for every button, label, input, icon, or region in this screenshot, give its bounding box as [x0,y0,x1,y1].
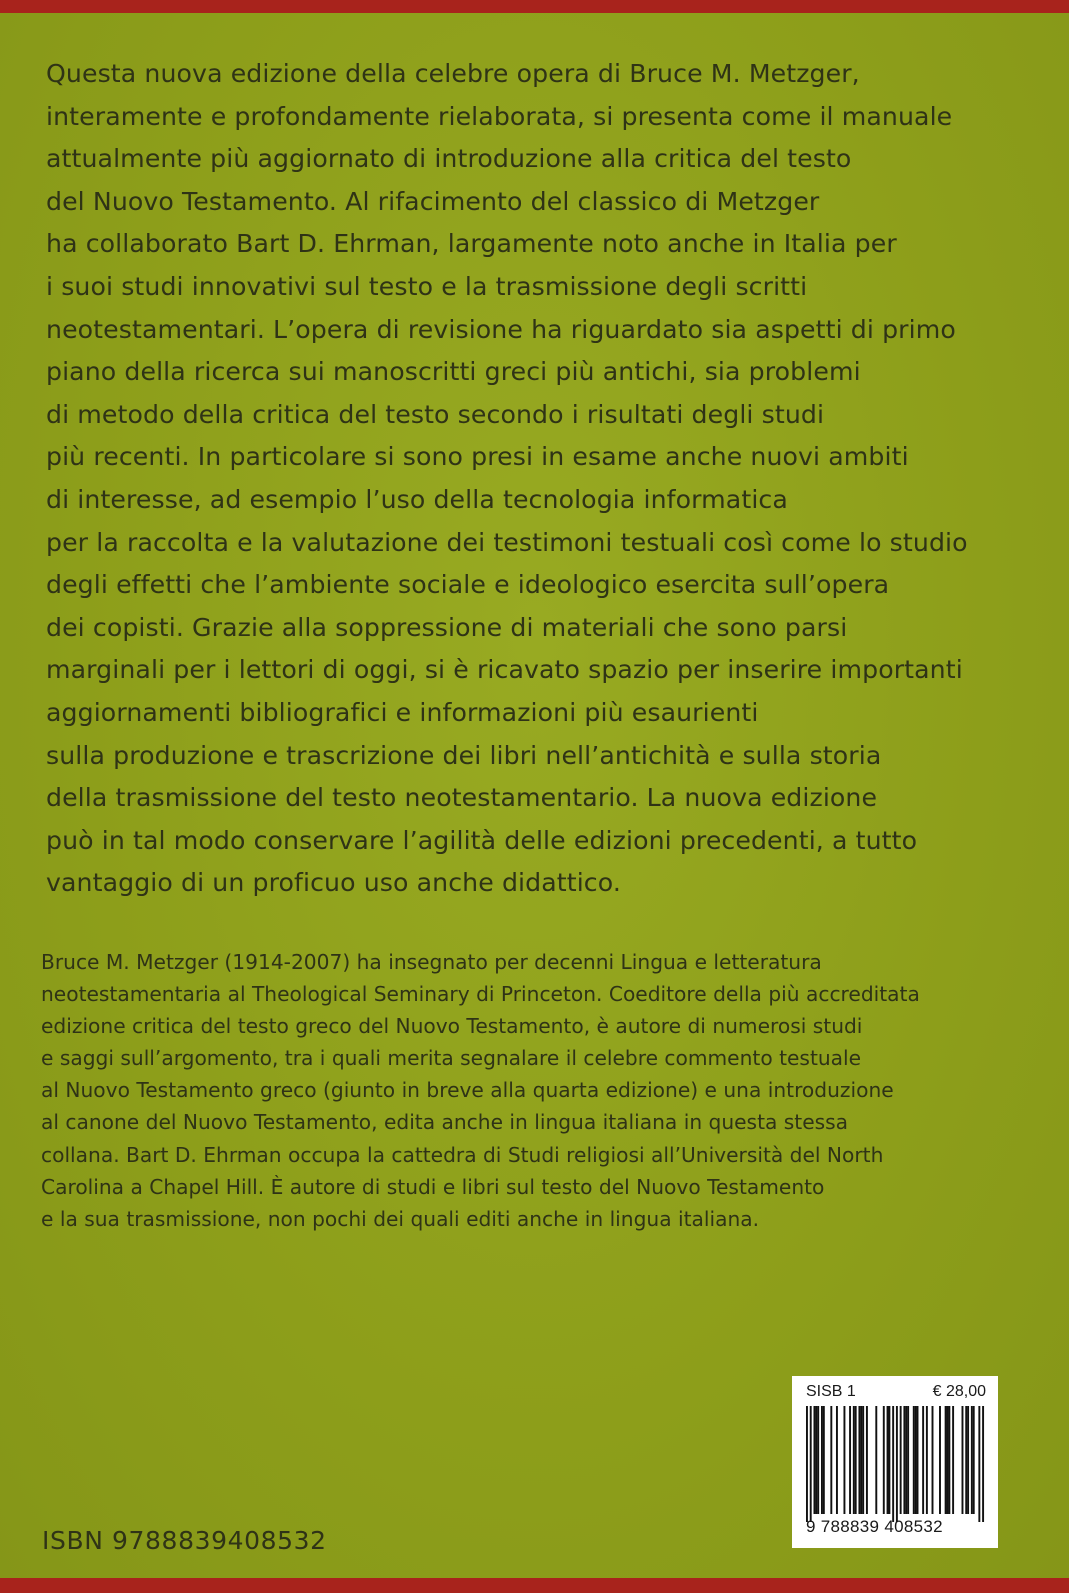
barcode-bar [915,1406,917,1514]
blurb-line: neotestamentari. L’opera di revisione ha riguardato sia aspetti di primo [46,314,956,344]
back-cover [0,13,1069,1578]
barcode-bar [849,1406,851,1514]
bio-line: e la sua trasmissione, non pochi dei quali editi anche in lingua italiana. [41,1206,760,1231]
blurb-line: interamente e profondamente rielaborata, si presenta come il manuale [46,101,953,131]
barcode-bar [900,1406,902,1514]
barcode-bar [896,1406,898,1522]
barcode-bar [858,1406,860,1514]
bio-line: collana. Bart D. Ehrman occupa la cattedra di Studi religiosi all’Università del North [41,1142,884,1167]
blurb-line: della trasmissione del testo neotestamentario. La nuova edizione [46,783,878,813]
barcode-bar [978,1406,980,1522]
blurb-line: per la raccolta e la valutazione dei testimoni testuali così come lo studio [46,527,968,557]
blurb-line: più recenti. In particolare si sono presi in esame anche nuovi ambiti [46,442,909,472]
barcode-bar [973,1406,975,1514]
barcode-bar [939,1406,941,1514]
barcode-label [792,1376,998,1548]
barcode-bar [806,1406,808,1522]
blurb-line: i suoi studi innovativi sul testo e la trasmissione degli scritti [46,271,808,301]
blurb-line: aggiornamenti bibliografici e informazioni più esaurienti [46,697,759,727]
barcode-bar [971,1406,973,1514]
barcode-bar [883,1406,885,1514]
bio-line: Bruce M. Metzger (1914-2007) ha insegnato per decenni Lingua e letteratura [41,950,822,974]
barcode-bar [926,1406,928,1514]
barcode-bar [905,1406,907,1514]
barcode-bars [806,1406,984,1514]
barcode-bar [913,1406,915,1514]
price: € 28,00 [932,1383,986,1400]
blurb-line: Questa nuova edizione della celebre opera di Bruce M. Metzger, [46,59,860,88]
blurb-line: attualmente più aggiornato di introduzione alla critica del testo [46,144,852,174]
barcode-bar [888,1406,890,1514]
bio-line: edizione critica del testo greco del Nuovo Testamento, è autore di numerosi studi [41,1014,863,1039]
barcode-bar [962,1406,964,1514]
barcode-bar [855,1406,857,1514]
cover-blurb [46,53,1046,905]
bio-line: al Nuovo Testamento greco (giunto in breve alla quarta edizione) e una introduzione [41,1078,894,1103]
barcode-bar [836,1406,838,1514]
barcode-bar [843,1406,845,1514]
barcode-bar [952,1406,954,1514]
barcode-bar [817,1406,819,1514]
barcode-bar [862,1406,864,1514]
barcode-bar [917,1406,919,1514]
blurb-line: di metodo della critica del testo secondo i risultati degli studi [46,399,825,429]
blurb-line: degli effetti che l’ambiente sociale e ideologico esercita sull’opera [46,570,890,600]
blurb-line: sulla produzione e trascrizione dei libri nell’antichità e sulla storia [46,740,882,770]
blurb-line: può in tal modo conservare l’agilità delle edizioni precedenti, a tutto [46,825,918,855]
bio-line: neotestamentaria al Theological Seminary di Princeton. Coeditore della più accreditata [41,982,920,1007]
barcode-bar [866,1406,868,1514]
barcode-bar [967,1406,969,1514]
barcode-bar [903,1406,905,1514]
barcode-bar [948,1406,950,1514]
barcode-bar [965,1406,967,1514]
barcode-bar [947,1406,949,1514]
isbn-label: ISBN 9788839408532 [42,1526,327,1555]
bio-line: Carolina a Chapel Hill. È autore di studi e libri sul testo del Nuovo Testamento [41,1174,825,1199]
barcode-bar [860,1406,862,1514]
bio-line: e saggi sull’argomento, tra i quali merita segnalare il celebre commento testuale [41,1046,862,1071]
barcode-bar [922,1406,924,1514]
blurb-line: vantaggio di un proficuo uso anche didattico. [46,868,621,898]
barcode-bar [821,1406,823,1514]
barcode-bar [815,1406,817,1514]
blurb-line: ha collaborato Bart D. Ehrman, largamente noto anche in Italia per [46,229,897,259]
barcode-bar [830,1406,832,1514]
barcode-bar [982,1406,984,1522]
blurb-line: del Nuovo Testamento. Al rifacimento del classico di Metzger [46,186,820,216]
barcode-bar [907,1406,909,1514]
barcode-bar [945,1406,947,1514]
barcode-bar [810,1406,812,1522]
barcode-bar [853,1406,855,1514]
barcode-bar [932,1406,934,1514]
series-code: SISB 1 [806,1383,856,1400]
barcode-bar [875,1406,877,1514]
barcode-bar [887,1406,889,1514]
blurb-line: dei copisti. Grazie alla soppressione di materiali che sono parsi [46,612,848,642]
barcode-bar [892,1406,894,1522]
blurb-line: marginali per i lettori di oggi, si è ricavato spazio per inserire importanti [46,655,963,685]
barcode-bar [813,1406,815,1514]
bio-line: al canone del Nuovo Testamento, edita anche in lingua italiana in questa stessa [41,1110,849,1135]
blurb-line: piano della ricerca sui manoscritti greci più antichi, sia problemi [46,357,861,387]
author-bio [41,946,1041,1235]
blurb-line: di interesse, ad esempio l’uso della tecnologia informatica [46,484,788,514]
barcode-bar [823,1406,825,1514]
barcode-digits: 9 788839 408532 [806,1517,943,1536]
